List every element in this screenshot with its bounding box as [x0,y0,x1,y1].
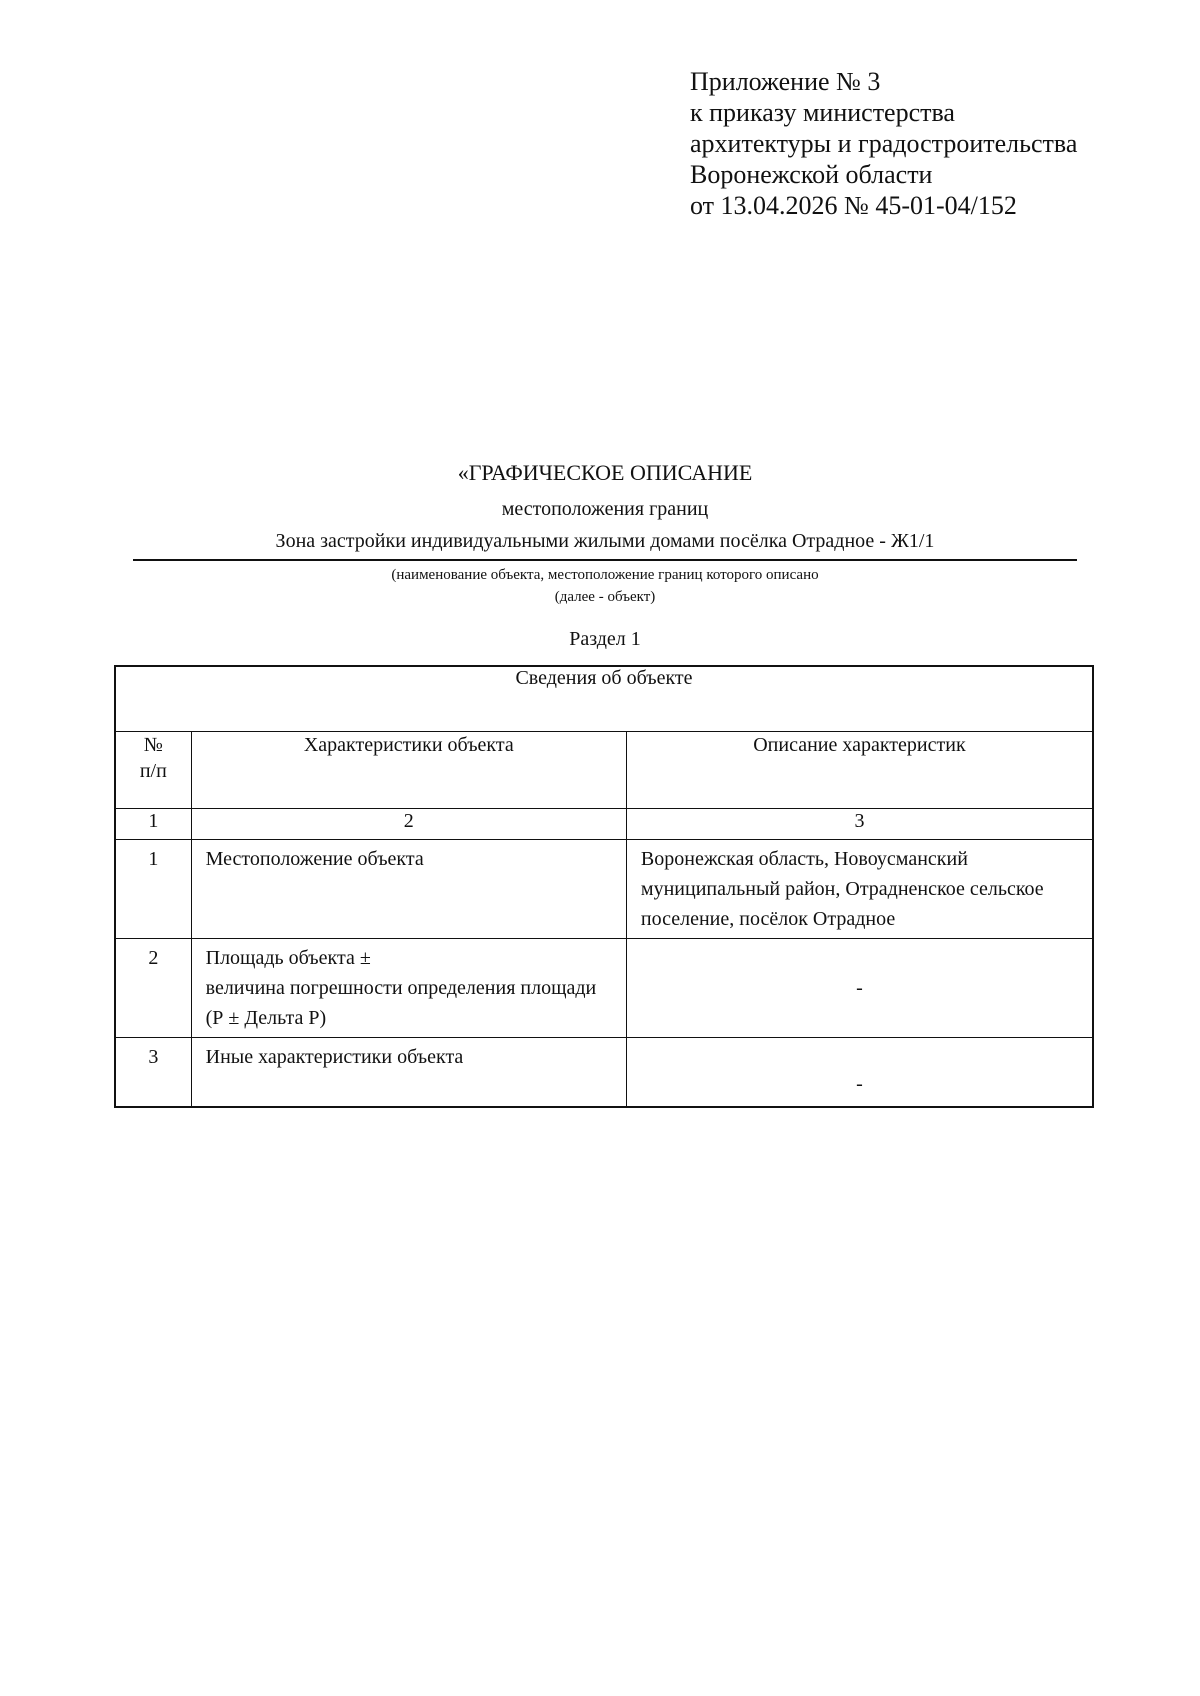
object-name: Зона застройки индивидуальными жилыми домами посёлка Отрадное - Ж1/1 [133,530,1077,561]
row-characteristic: Местоположение объекта [205,848,424,870]
object-info-table [114,665,1094,1108]
object-name-caption [130,564,1080,608]
table-row [115,939,1093,1038]
document-title: «ГРАФИЧЕСКОЕ ОПИСАНИЕ [457,460,753,485]
row-description: - [626,1038,1093,1108]
caption-line: (наименование объекта, местоположение границ которого описано [391,567,819,583]
column-number: 3 [626,809,1093,840]
table-title-row [115,666,1093,732]
appendix-block [690,66,1077,221]
table-title: Сведения об объекте [115,666,1093,732]
appendix-line: архитектуры и градостроительства [690,129,1078,158]
appendix-line: Приложение № 3 [690,67,881,96]
row-characteristic: Иные характеристики объекта [205,1046,464,1068]
column-number: 2 [191,809,626,840]
column-header-description: Описание характеристик [626,732,1093,809]
table-row [115,1038,1093,1108]
appendix-line: от 13.04.2026 № 45-01-04/152 [690,191,1017,220]
row-number: 2 [148,947,159,969]
row-number: 1 [148,848,159,870]
appendix-line: к приказу министерства [690,98,955,127]
row-description: - [626,939,1093,1038]
table-row [115,840,1093,939]
column-header-number [115,732,191,809]
document-subtitle: местоположения границ [501,498,709,520]
column-number-row [115,809,1093,840]
caption-line: (далее - объект) [554,589,656,605]
row-description: Воронежская область, Новоусманский муниципальный район, Отрадненское сельское поселение, посёлок Отрадное [640,848,1044,930]
column-header-row [115,732,1093,809]
column-header-number-text: № п/п [139,734,167,782]
column-header-characteristic: Характеристики объекта [191,732,626,809]
appendix-line: Воронежской области [690,160,933,189]
column-number: 1 [115,809,191,840]
row-number: 3 [148,1046,159,1068]
section-label: Раздел 1 [569,628,641,650]
row-characteristic: Площадь объекта ± величина погрешности определения площади (Р ± Дельта Р) [205,947,597,1029]
